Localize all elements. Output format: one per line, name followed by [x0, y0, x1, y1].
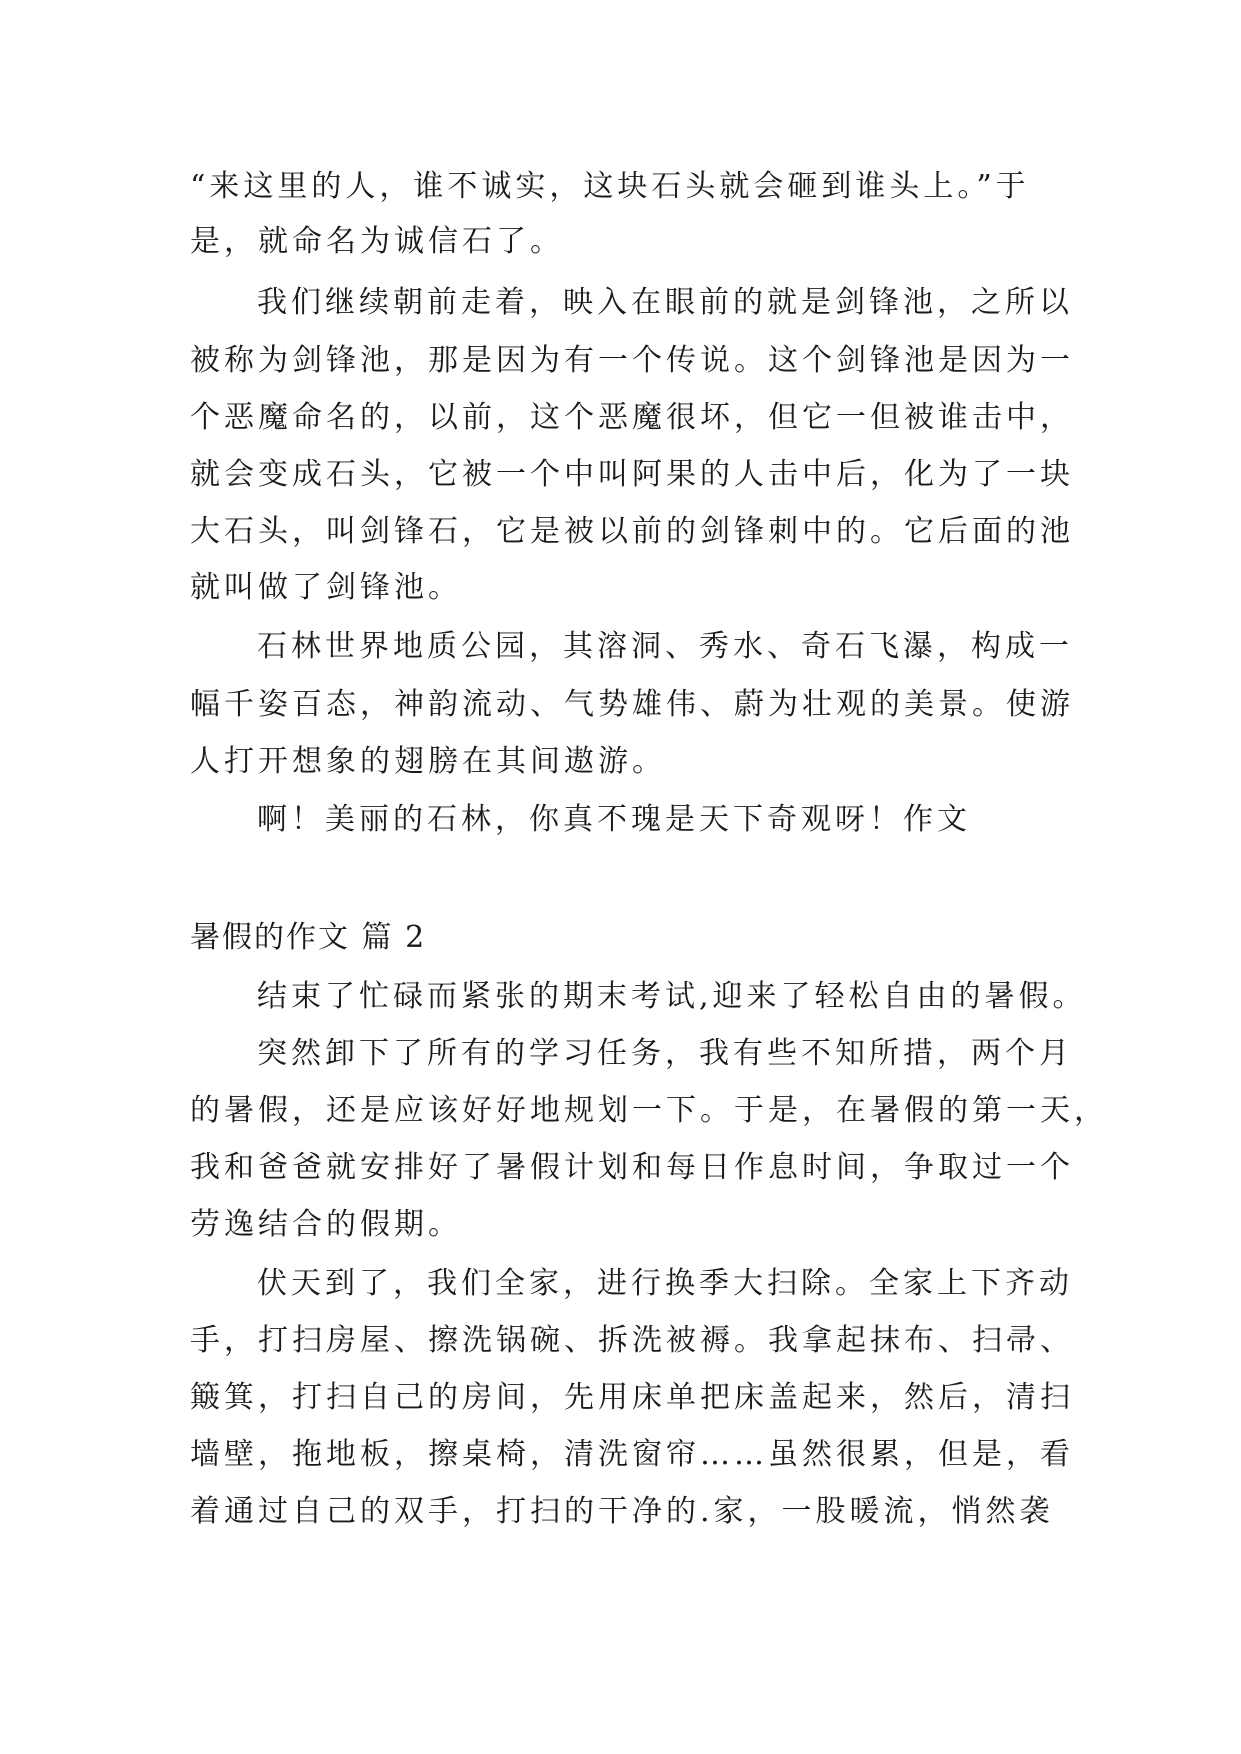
paragraph-line: 墙壁，拖地板，擦桌椅，清洗窗帘……虽然很累，但是，看	[190, 1437, 1074, 1472]
paragraph-line: 着通过自己的双手，打扫的干净的.家，一股暖流，悄然袭	[190, 1494, 1054, 1529]
paragraph-line: 个恶魔命名的，以前，这个恶魔很坏，但它一但被谁击中，	[190, 400, 1074, 435]
paragraph-line: “来这里的人，谁不诚实，这块石头就会砸到谁头上。”于	[190, 169, 1030, 204]
paragraph-line: 人打开想象的翅膀在其间遨游。	[190, 744, 666, 779]
section-title: 暑假的作文 篇 2	[190, 920, 427, 955]
paragraph-line: 簸箕，打扫自己的房间，先用床单把床盖起来，然后，清扫	[190, 1380, 1074, 1415]
paragraph-line: 被称为剑锋池，那是因为有一个传说。这个剑锋池是因为一	[190, 343, 1074, 378]
paragraph-line: 就会变成石头，它被一个中叫阿果的人击中后，化为了一块	[190, 457, 1074, 492]
paragraph-line: 我和爸爸就安排好了暑假计划和每日作息时间，争取过一个	[190, 1150, 1074, 1185]
paragraph-line: 的暑假，还是应该好好地规划一下。于是，在暑假的第一天，	[190, 1093, 1108, 1128]
paragraph-line: 就叫做了剑锋池。	[190, 570, 462, 605]
paragraph-line: 啊！美丽的石林，你真不瑰是天下奇观呀！作文	[257, 802, 971, 837]
paragraph-line: 结束了忙碌而紧张的期末考试,迎来了轻松自由的暑假。	[257, 979, 1087, 1014]
paragraph-line: 是，就命名为诚信石了。	[190, 224, 564, 259]
paragraph-line: 我们继续朝前走着，映入在眼前的就是剑锋池，之所以	[257, 285, 1073, 320]
paragraph-line: 伏天到了，我们全家，进行换季大扫除。全家上下齐动	[257, 1266, 1073, 1301]
paragraph-line: 手，打扫房屋、擦洗锅碗、拆洗被褥。我拿起抹布、扫帚、	[190, 1323, 1074, 1358]
paragraph-line: 劳逸结合的假期。	[190, 1207, 462, 1242]
paragraph-line: 突然卸下了所有的学习任务，我有些不知所措，两个月	[257, 1036, 1073, 1071]
paragraph-line: 幅千姿百态，神韵流动、气势雄伟、蔚为壮观的美景。使游	[190, 687, 1074, 722]
paragraph-line: 石林世界地质公园，其溶洞、秀水、奇石飞瀑，构成一	[257, 629, 1073, 664]
paragraph-line: 大石头，叫剑锋石，它是被以前的剑锋刺中的。它后面的池	[190, 514, 1074, 549]
